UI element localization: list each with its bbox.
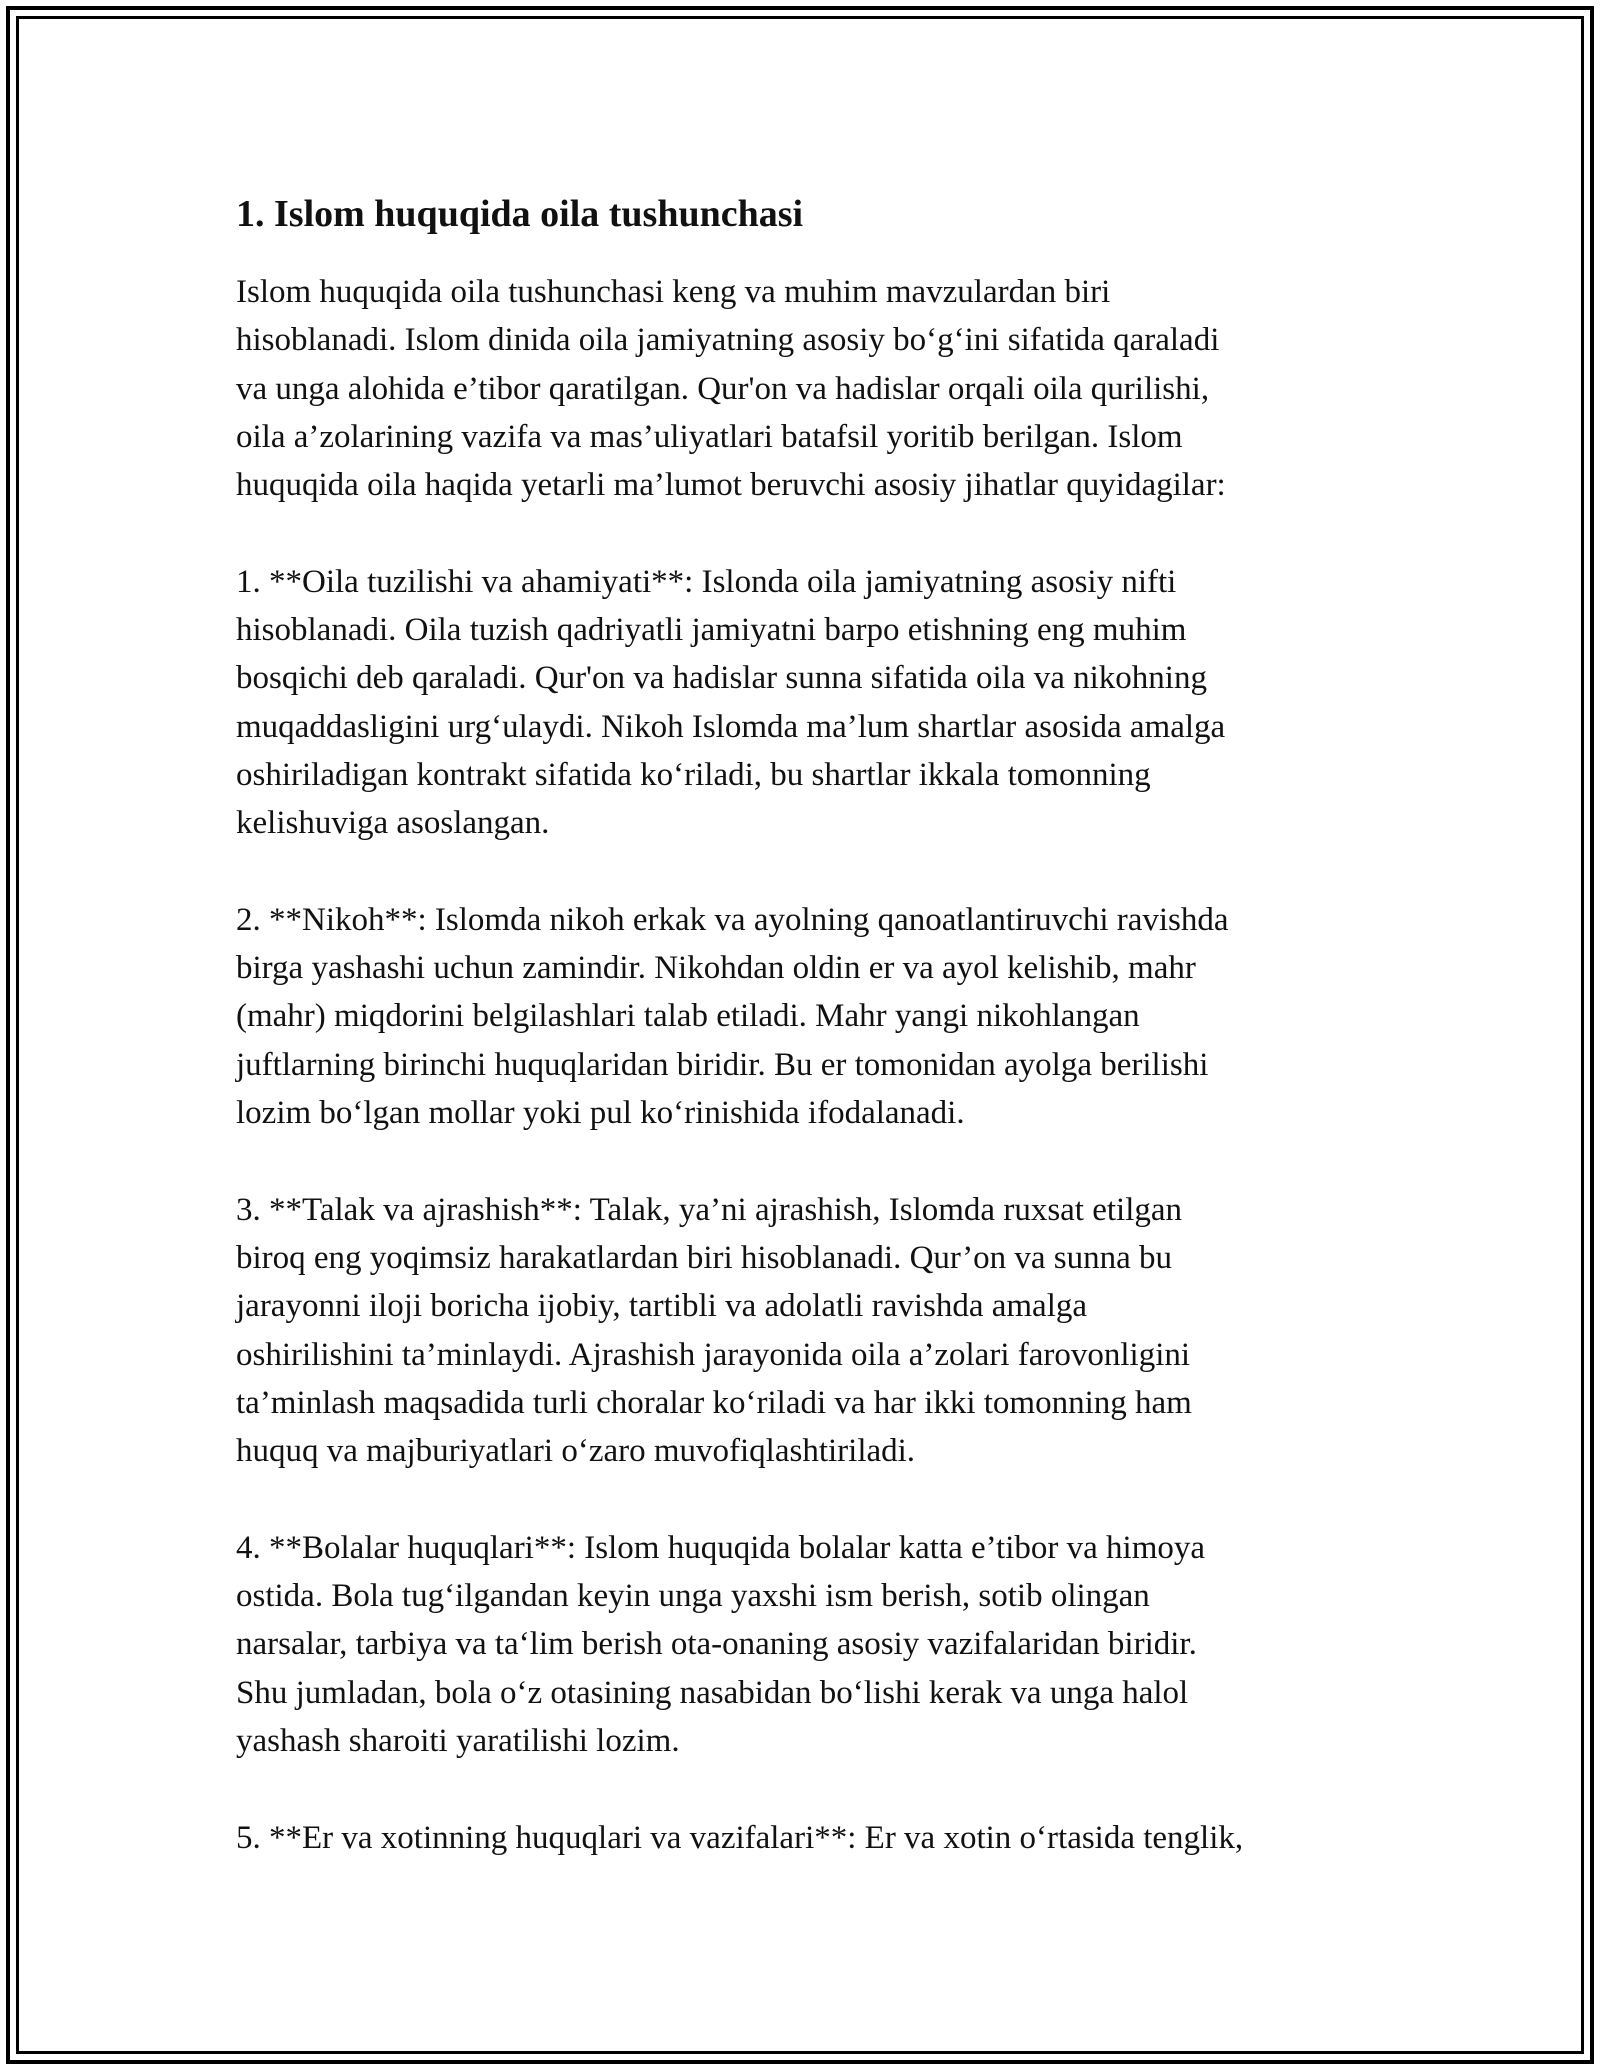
section-heading: 1. Islom huquqida oila tushunchasi [236,193,804,235]
paragraph-nikoh: 2. **Nikoh**: Islomda nikoh erkak va ayolning qanoatlantiruvchi ravishda birga yashashi uchun zamindir. Nikohdan oldin er va ayol kelishib, mahr (mahr) miqdorini belgilashlari talab etiladi. Mahr yangi nikohlangan juftlarning birinchi huquqlaridan biridir. Bu er tomonidan ayolga berilishi lozim bo‘lgan mollar yoki pul ko‘rinishida ifodalanadi. [236,901,1229,1132]
document-body [236,188,1366,1910]
paragraph-oila-tuzilishi: 1. **Oila tuzilishi va ahamiyati**: Islonda oila jamiyatning asosiy nifti hisoblanadi. Oila tuzish qadriyatli jamiyatni barpo etishning eng muhim bosqichi deb qaraladi. Qur'on va hadislar sunna sifatida oila va nikohning muqaddasligini urg‘ulaydi. Nikoh Islomda ma’lum shartlar asosida amalga oshiriladigan kontrakt sifatida ko‘riladi, bu shartlar ikkala tomonning kelishuviga asoslangan. [236,563,1226,842]
paragraph-er-xotin-huquqlari: 5. **Er va xotinning huquqlari va vazifalari**: Er va xotin o‘rtasida tenglik, [236,1819,1244,1856]
paragraph-talak: 3. **Talak va ajrashish**: Talak, ya’ni ajrashish, Islomda ruxsat etilgan biroq eng yoqimsiz harakatlardan biri hisoblanadi. Qur’on va sunna bu jarayonni iloji boricha ijobiy, tartibli va adolatli ravishda amalga oshirilishini ta’minlaydi. Ajrashish jarayonida oila a’zolari farovonligini ta’minlash maqsadida turli choralar ko‘riladi va har ikki tomonning ham huquq va majburiyatlari o‘zaro muvofiqlashtiriladi. [236,1191,1192,1470]
intro-paragraph: Islom huquqida oila tushunchasi keng va muhim mavzulardan biri hisoblanadi. Islom dinida oila jamiyatning asosiy bo‘g‘ini sifatida qaraladi va unga alohida e’tibor qaratilgan. Qur'on va hadislar orqali oila qurilishi, oila a’zolarining vazifa va mas’uliyatlari batafsil yoritib berilgan. Islom huquqida oila haqida yetarli ma’lumot beruvchi asosiy jihatlar quyidagilar: [236,274,1226,504]
paragraph-bolalar-huquqlari: 4. **Bolalar huquqlari**: Islom huquqida bolalar katta e’tibor va himoya ostida. Bola tug‘ilgandan keyin unga yaxshi ism berish, sotib olingan narsalar, tarbiya va ta‘lim berish ota-onaning asosiy vazifalaridan biridir. Shu jumladan, bola o‘z otasining nasabidan bo‘lishi kerak va unga halol yashash sharoiti yaratilishi lozim. [236,1529,1206,1759]
